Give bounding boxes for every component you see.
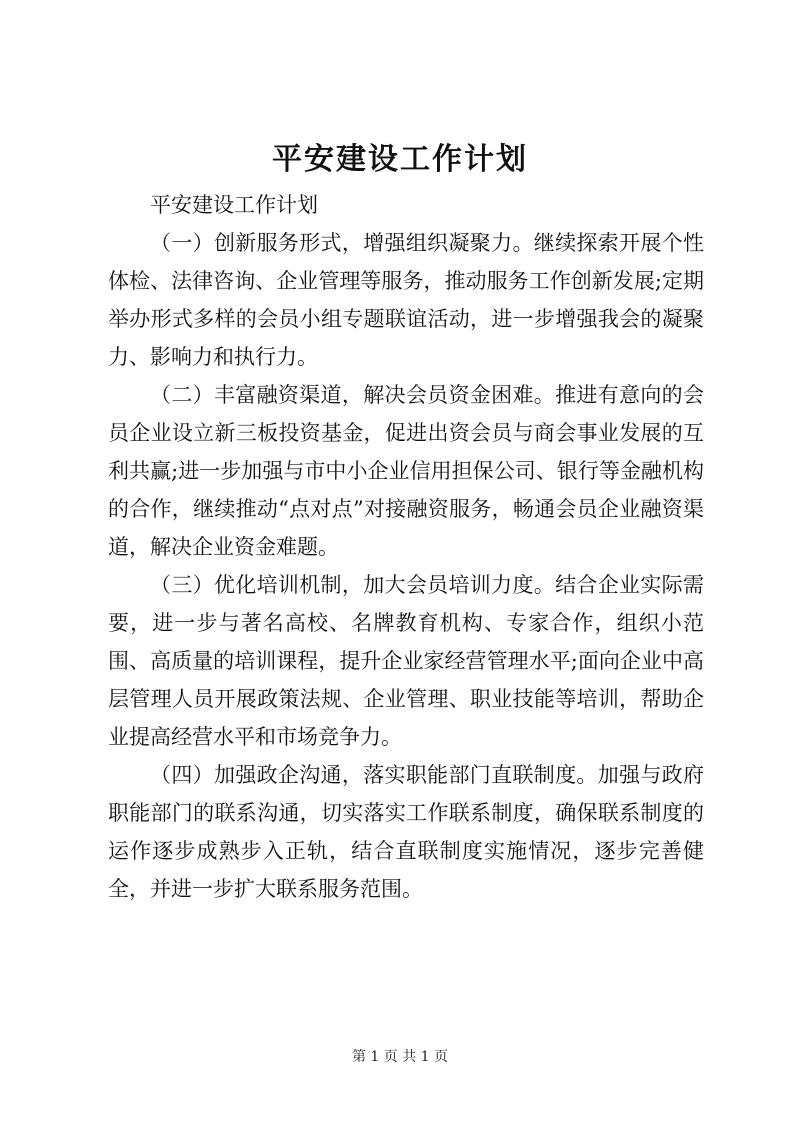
- page-footer: 第 1 页 共 1 页: [351, 1049, 449, 1065]
- paragraph-4: （四）加强政企沟通，落实职能部门直联制度。加强与政府职能部门的联系沟通，切实落实工作联系制度，确保联系制度的运作逐步成熟步入正轨，结合直联制度实施情况，逐步完善健全，并进一步扩大联系服务范围。: [108, 763, 704, 901]
- paragraph-2: （二）丰富融资渠道，解决会员资金困难。推进有意向的会员企业设立新三板投资基金，促进出资会员与商会事业发展的互利共赢;进一步加强与市中小企业信用担保公司、银行等金融机构的合作，继续推动“点对点”对接融资服务，畅通会员企业融资渠道，解决企业资金难题。: [108, 383, 704, 559]
- document-subtitle: 平安建设工作计划: [150, 193, 318, 217]
- document-body: [108, 186, 704, 908]
- paragraph-3: （三）优化培训机制，加大会员培训力度。结合企业实际需要，进一步与著名高校、名牌教育机构、专家合作，组织小范围、高质量的培训课程，提升企业家经营管理水平;面向企业中高层管理人员开展政策法规、企业管理、职业技能等培训，帮助企业提高经营水平和市场竞争力。: [108, 573, 704, 749]
- document-title: 平安建设工作计划: [272, 142, 528, 177]
- paragraph-1: （一）创新服务形式，增强组织凝聚力。继续探索开展个性体检、法律咨询、企业管理等服务，推动服务工作创新发展;定期举办形式多样的会员小组专题联谊活动，进一步增强我会的凝聚力、影响力和执行力。: [108, 231, 704, 369]
